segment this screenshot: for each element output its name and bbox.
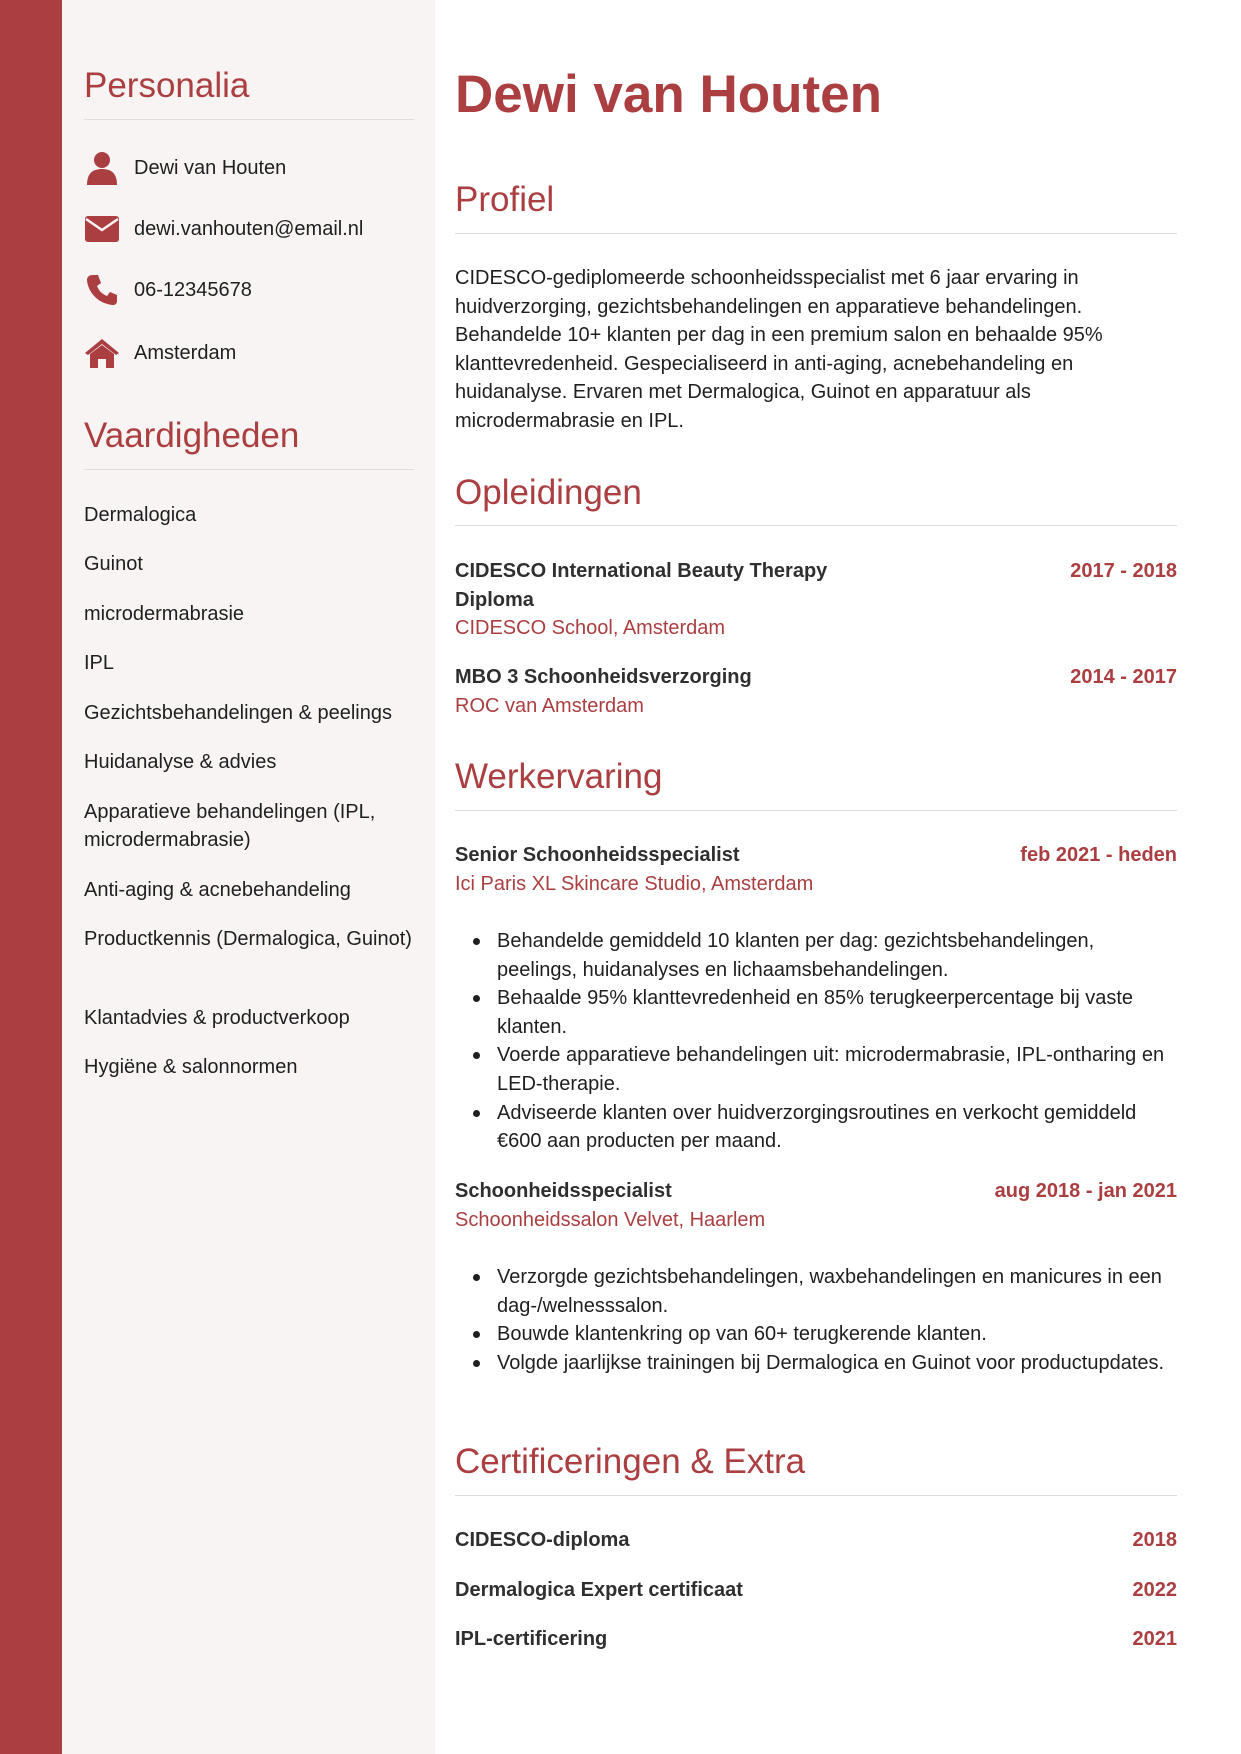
candidate-name: Dewi van Houten bbox=[455, 65, 883, 124]
bullet-item: Verzorgde gezichtsbehandelingen, waxbehandelingen en manicures in een dag-/welnesssalon. bbox=[455, 1263, 1177, 1320]
job-date: feb 2021 - heden bbox=[1020, 844, 1177, 866]
skill-item: Gezichtsbehandelingen & peelings bbox=[84, 702, 392, 724]
skill-item: Klantadvies & productverkoop bbox=[84, 1007, 350, 1029]
envelope-icon bbox=[84, 211, 120, 247]
education-title: MBO 3 Schoonheidsverzorging bbox=[455, 666, 752, 688]
skill-item: Dermalogica bbox=[84, 504, 197, 526]
experience-divider bbox=[455, 810, 1177, 811]
contact-phone-row bbox=[84, 272, 252, 308]
skill-item: microdermabrasie bbox=[84, 603, 245, 625]
education-entry bbox=[455, 557, 1177, 643]
certification-year: 2022 bbox=[1132, 1579, 1177, 1601]
profile-divider bbox=[455, 233, 1177, 234]
contact-phone-text[interactable]: 06-12345678 bbox=[134, 278, 252, 301]
job-company: Ici Paris XL Skincare Studio, Amsterdam bbox=[455, 872, 814, 895]
bullet-item: Voerde apparatieve behandelingen uit: microdermabrasie, IPL-ontharing en LED-therapie. bbox=[455, 1041, 1177, 1098]
job-title: Senior Schoonheidsspecialist bbox=[455, 844, 740, 866]
job-bullets bbox=[455, 927, 1177, 1156]
contact-name-row bbox=[84, 150, 286, 186]
certifications-heading: Certificeringen & Extra bbox=[455, 1442, 806, 1481]
personalia-heading: Personalia bbox=[84, 66, 250, 105]
education-title: CIDESCO International Beauty Therapy Diploma bbox=[455, 560, 828, 611]
education-date: 2017 - 2018 bbox=[1070, 560, 1177, 582]
certification-title: CIDESCO-diploma bbox=[455, 1529, 630, 1551]
profile-text: CIDESCO-gediplomeerde schoonheidsspecialist met 6 jaar ervaring in huidverzorging, gezichtsbehandelingen en apparatieve behandelingen. Behandelde 10+ klanten per dag in een premium salon en behaalde 95% klanttevredenheid. Gespecialiseerd in anti-aging, acnebehandeling en huidanalyse. Ervaren met Dermalogica, Guinot en apparatuur als microdermabrasie en IPL. bbox=[455, 267, 1103, 432]
skills-divider bbox=[84, 469, 414, 470]
user-icon bbox=[84, 150, 120, 186]
bullet-item: Behandelde gemiddeld 10 klanten per dag: gezichtsbehandelingen, peelings, huidanalyses en lichaamsbehandelingen. bbox=[455, 927, 1177, 984]
skills-heading: Vaardigheden bbox=[84, 416, 300, 455]
certifications-divider bbox=[455, 1495, 1177, 1496]
skill-item: Hygiëne & salonnormen bbox=[84, 1056, 298, 1078]
bullet-item: Adviseerde klanten over huidverzorgingsroutines en verkocht gemiddeld €600 aan producten per maand. bbox=[455, 1099, 1177, 1156]
education-school: CIDESCO School, Amsterdam bbox=[455, 617, 726, 640]
contact-name-text: Dewi van Houten bbox=[134, 156, 287, 179]
certification-entry bbox=[455, 1526, 1177, 1555]
skill-item: Huidanalyse & advies bbox=[84, 751, 277, 773]
skill-item: Productkennis (Dermalogica, Guinot) bbox=[84, 928, 412, 950]
job-date: aug 2018 - jan 2021 bbox=[994, 1180, 1177, 1202]
education-school: ROC van Amsterdam bbox=[455, 694, 644, 717]
education-heading: Opleidingen bbox=[455, 473, 642, 512]
phone-icon bbox=[84, 272, 120, 308]
skill-item: Guinot bbox=[84, 553, 143, 575]
experience-entry bbox=[455, 841, 1177, 898]
profile-heading: Profiel bbox=[455, 180, 555, 219]
sidebar bbox=[62, 0, 435, 1754]
bullet-item: Behaalde 95% klanttevredenheid en 85% terugkeerpercentage bij vaste klanten. bbox=[455, 984, 1177, 1041]
experience-heading: Werkervaring bbox=[455, 757, 663, 796]
contact-email-text[interactable]: dewi.vanhouten@email.nl bbox=[134, 217, 364, 240]
personalia-divider bbox=[84, 119, 414, 120]
job-bullets bbox=[455, 1263, 1177, 1377]
certification-title: IPL-certificering bbox=[455, 1628, 608, 1650]
bullet-item: Bouwde klantenkring op van 60+ terugkerende klanten. bbox=[455, 1320, 1177, 1349]
certification-entry bbox=[455, 1576, 1177, 1605]
skill-item: IPL bbox=[84, 652, 115, 674]
certification-year: 2018 bbox=[1132, 1529, 1177, 1551]
contact-email-row bbox=[84, 211, 363, 247]
contact-location-text: Amsterdam bbox=[134, 341, 237, 364]
education-divider bbox=[455, 525, 1177, 526]
job-title: Schoonheidsspecialist bbox=[455, 1180, 672, 1202]
accent-bar bbox=[0, 0, 62, 1754]
bullet-item: Volgde jaarlijkse trainingen bij Dermalogica en Guinot voor productupdates. bbox=[455, 1349, 1177, 1378]
education-date: 2014 - 2017 bbox=[1070, 666, 1177, 688]
certification-title: Dermalogica Expert certificaat bbox=[455, 1579, 743, 1601]
contact-location-row bbox=[84, 335, 236, 371]
job-company: Schoonheidssalon Velvet, Haarlem bbox=[455, 1208, 766, 1231]
certification-entry bbox=[455, 1625, 1177, 1654]
home-icon bbox=[84, 335, 120, 371]
skill-item: Apparatieve behandelingen (IPL, microdermabrasie) bbox=[84, 801, 376, 851]
skill-item: Anti-aging & acnebehandeling bbox=[84, 879, 351, 901]
certification-year: 2021 bbox=[1132, 1628, 1177, 1650]
experience-entry bbox=[455, 1177, 1177, 1234]
education-entry bbox=[455, 663, 1177, 720]
